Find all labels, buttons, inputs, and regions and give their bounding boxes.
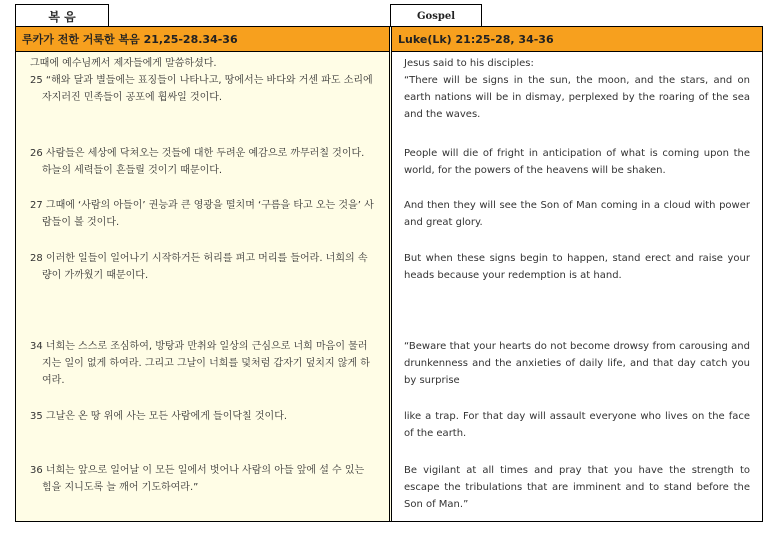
english-verse-35: like a trap. For that day will assault everyone who lives on the face of the earth. xyxy=(404,411,750,439)
korean-header: 루카가 전한 거룩한 복음 21,25-28.34-36 xyxy=(16,27,389,52)
korean-verse-35: 35 그날은 온 땅 위에 사는 모든 사람에게 들이닥칠 것이다. xyxy=(30,411,288,422)
korean-column xyxy=(16,27,392,521)
korean-verse-25: 25 “해와 달과 별들에는 표징들이 나타나고, 땅에서는 바다와 거센 파도 소리에 자지러진 민족들이 공포에 휩싸일 것이다. xyxy=(30,75,373,103)
english-verse-34: “Beware that your hearts do not become drowsy from carousing and drunkenness and the anxieties of daily life, and that day catch you by surprise xyxy=(404,341,750,386)
english-verse-36: Be vigilant at all times and pray that you have the strength to escape the tribulations that are imminent and to stand before the Son of Man.” xyxy=(404,465,750,510)
english-verse-27: And then they will see the Son of Man coming in a cloud with power and great glory. xyxy=(404,200,750,228)
english-intro: Jesus said to his disciples: xyxy=(404,58,534,69)
english-verse-28: But when these signs begin to happen, stand erect and raise your heads because your redemption is at hand. xyxy=(404,253,750,281)
korean-verse-26: 26 사람들은 세상에 닥쳐오는 것들에 대한 두려운 예감으로 까무러칠 것이다. 하늘의 세력들이 흔들릴 것이기 때문이다. xyxy=(30,148,365,176)
english-header: Luke(Lk) 21:25-28, 34-36 xyxy=(392,27,762,52)
korean-verse-28: 28 이러한 일들이 일어나기 시작하거든 허리를 펴고 머리를 들어라. 너희의 속량이 가까웠기 때문이다. xyxy=(30,253,368,281)
tab-korean-gospel: 복 음 xyxy=(15,4,109,27)
english-column xyxy=(392,27,762,521)
korean-verse-36: 36 너희는 앞으로 일어날 이 모든 일에서 벗어나 사람의 아들 앞에 설 수 있는 힘을 지니도록 늘 깨어 기도하여라.” xyxy=(30,465,365,493)
gospel-table xyxy=(15,26,763,522)
english-verse-25: “There will be signs in the sun, the moon, and the stars, and on earth nations will be in dismay, perplexed by the roaring of the sea and the waves. xyxy=(404,75,750,120)
korean-verse-27: 27 그때에 ‘사람의 아들이’ 권능과 큰 영광을 떨치며 ‘구름을 타고 오는 것을’ 사람들이 볼 것이다. xyxy=(30,200,374,228)
korean-intro: 그때에 예수님께서 제자들에게 말씀하셨다. xyxy=(30,58,217,69)
tab-english-gospel: Gospel xyxy=(390,4,482,27)
korean-verse-34: 34 너희는 스스로 조심하여, 방탕과 만취와 일상의 근심으로 너희 마음이 물러지는 일이 없게 하여라. 그리고 그날이 너희를 덫처럼 갑자기 덮치지 않게 하여라. xyxy=(30,341,370,386)
english-verse-26: People will die of fright in anticipation of what is coming upon the world, for the powers of the heavens will be shaken. xyxy=(404,148,750,176)
